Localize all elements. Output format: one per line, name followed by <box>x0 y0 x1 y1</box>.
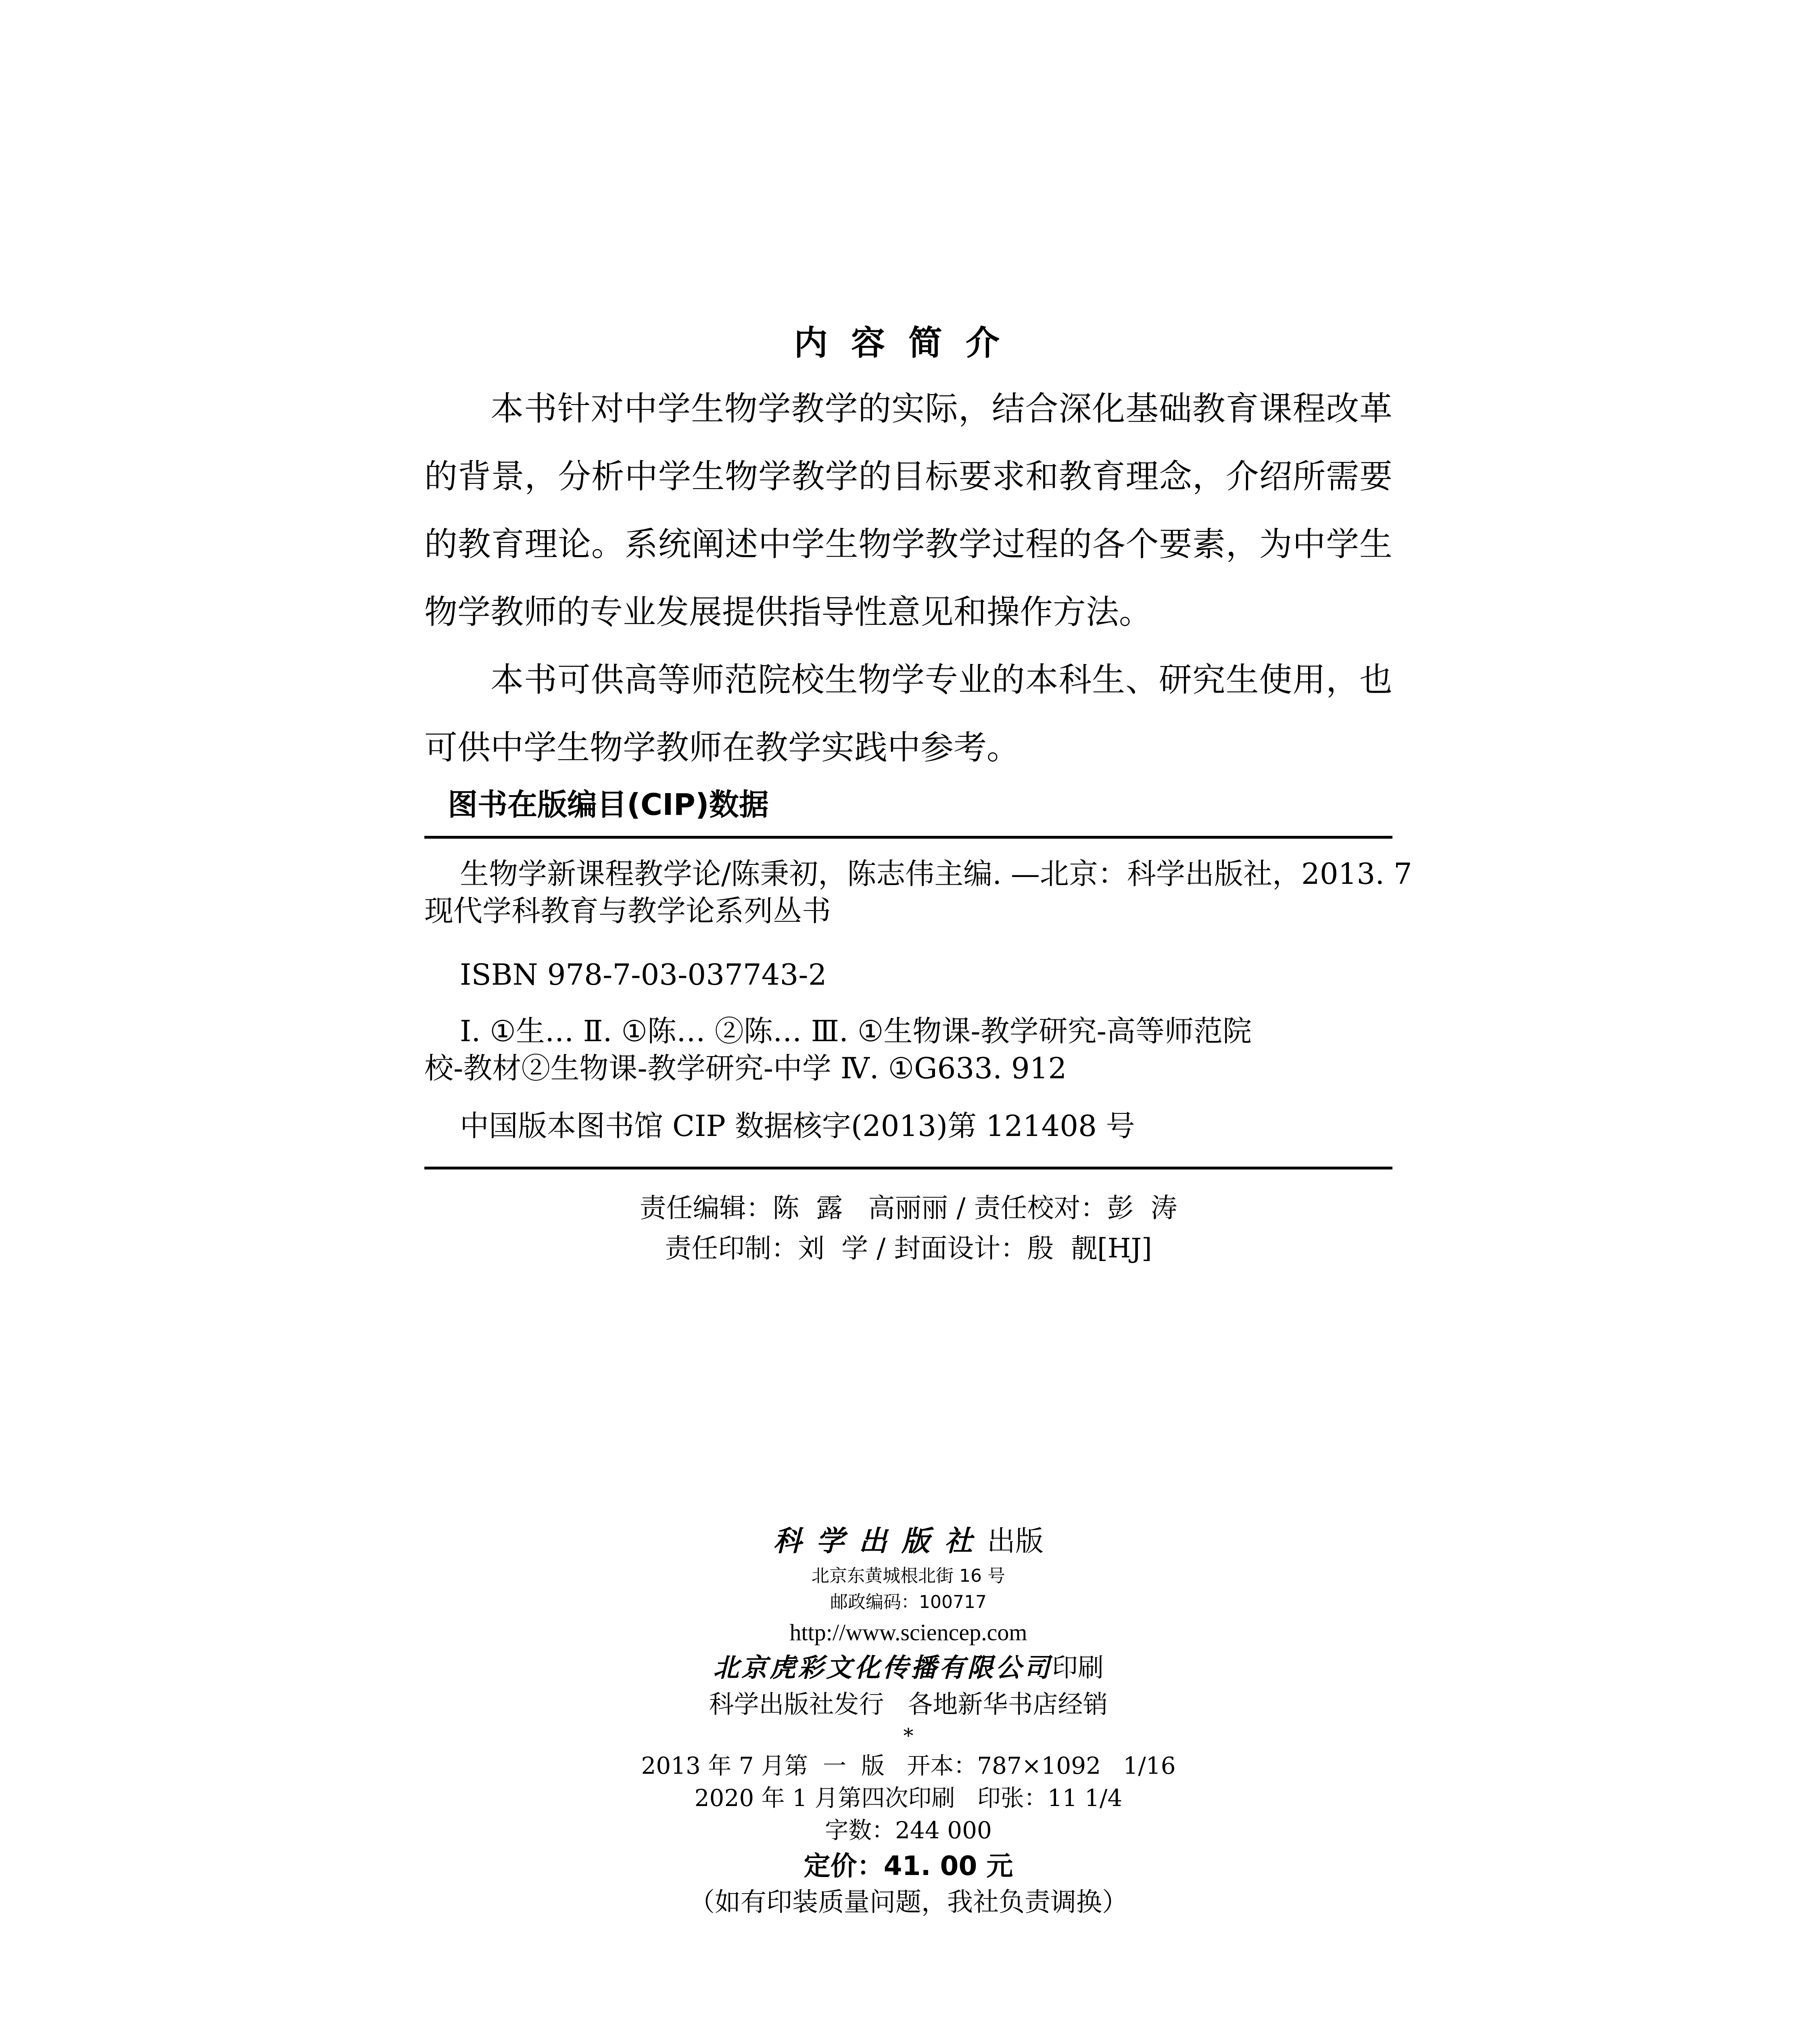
printer-line <box>424 1650 1392 1686</box>
postal-code: 邮政编码：100717 <box>830 1592 987 1612</box>
publisher-name: 科学出版社 <box>773 1524 987 1558</box>
cip-classification-line: 校-教材②生物课-教学研究-中学 Ⅳ. ①G633. 912 <box>424 1051 1067 1085</box>
summary-paragraph: 本书可供高等师范院校生物学专业的本科生、研究生使用，也可供中学生物学教师在教学实践中参考。 <box>424 661 1392 767</box>
cip-title-block <box>424 855 1412 929</box>
price: 定价：41. 00 元 <box>804 1850 1013 1881</box>
edition-line: 2013 年 7 月第 一 版 开本：787×1092 1/16 <box>641 1752 1176 1779</box>
publisher-line <box>424 1521 1392 1561</box>
summary-paragraph: 本书针对中学生物学教学的实际，结合深化基础教育课程改革的背景，分析中学生物学教学的目标要求和教育理念，介绍所需要的教育理论。系统阐述中学生物学教学过程的各个要素，为中学生物学教师的专业发展提供指导性意见和操作方法。 <box>424 390 1392 631</box>
summary-body <box>424 375 1392 782</box>
cip-bottom-rule <box>424 1167 1392 1169</box>
word-count: 字数：244 000 <box>825 1817 992 1844</box>
printer-name: 北京虎彩文化传播有限公司 <box>713 1653 1052 1683</box>
separator-star: * <box>903 1724 914 1748</box>
cip-record-block <box>460 1107 1396 1144</box>
editors-line: 责任编辑：陈 露 高丽丽 / 责任校对：彭 涛 <box>639 1192 1177 1224</box>
edition-line: 2020 年 1 月第四次印刷 印张：11 1/4 <box>694 1784 1123 1812</box>
cip-top-rule <box>424 836 1392 839</box>
cip-header: 图书在版编目(CIP)数据 <box>448 787 769 822</box>
summary-title: 内容简介 <box>793 323 1023 363</box>
publisher-url: http://www.sciencep.com <box>789 1619 1027 1645</box>
publisher-address: 北京东黄城根北街 16 号 <box>812 1566 1005 1586</box>
cip-classification-block <box>424 1013 1396 1087</box>
printer-suffix: 印刷 <box>1052 1653 1104 1683</box>
editors-line: 责任印制：刘 学 / 封面设计：殷 靓[HJ] <box>665 1233 1152 1264</box>
distribution-line: 科学出版社发行 各地新华书店经销 <box>709 1689 1108 1719</box>
cip-record-number: 中国版本图书馆 CIP 数据核字(2013)第 121408 号 <box>460 1109 1135 1143</box>
publisher-suffix: 出版 <box>987 1524 1044 1558</box>
cip-series-line: 现代学科教育与教学论系列丛书 <box>424 894 831 928</box>
cip-classification-line: Ⅰ. ①生… Ⅱ. ①陈… ②陈… Ⅲ. ①生物课-教学研究-高等师范院 <box>460 1014 1252 1048</box>
cip-isbn: ISBN 978-7-03-037743-2 <box>460 958 827 992</box>
cip-title-line: 生物学新课程教学论/陈秉初，陈志伟主编. —北京：科学出版社，2013. 7 <box>460 857 1412 891</box>
quality-note: （如有印装质量问题，我社负责调换） <box>689 1888 1128 1917</box>
cip-isbn-block <box>460 956 1396 993</box>
